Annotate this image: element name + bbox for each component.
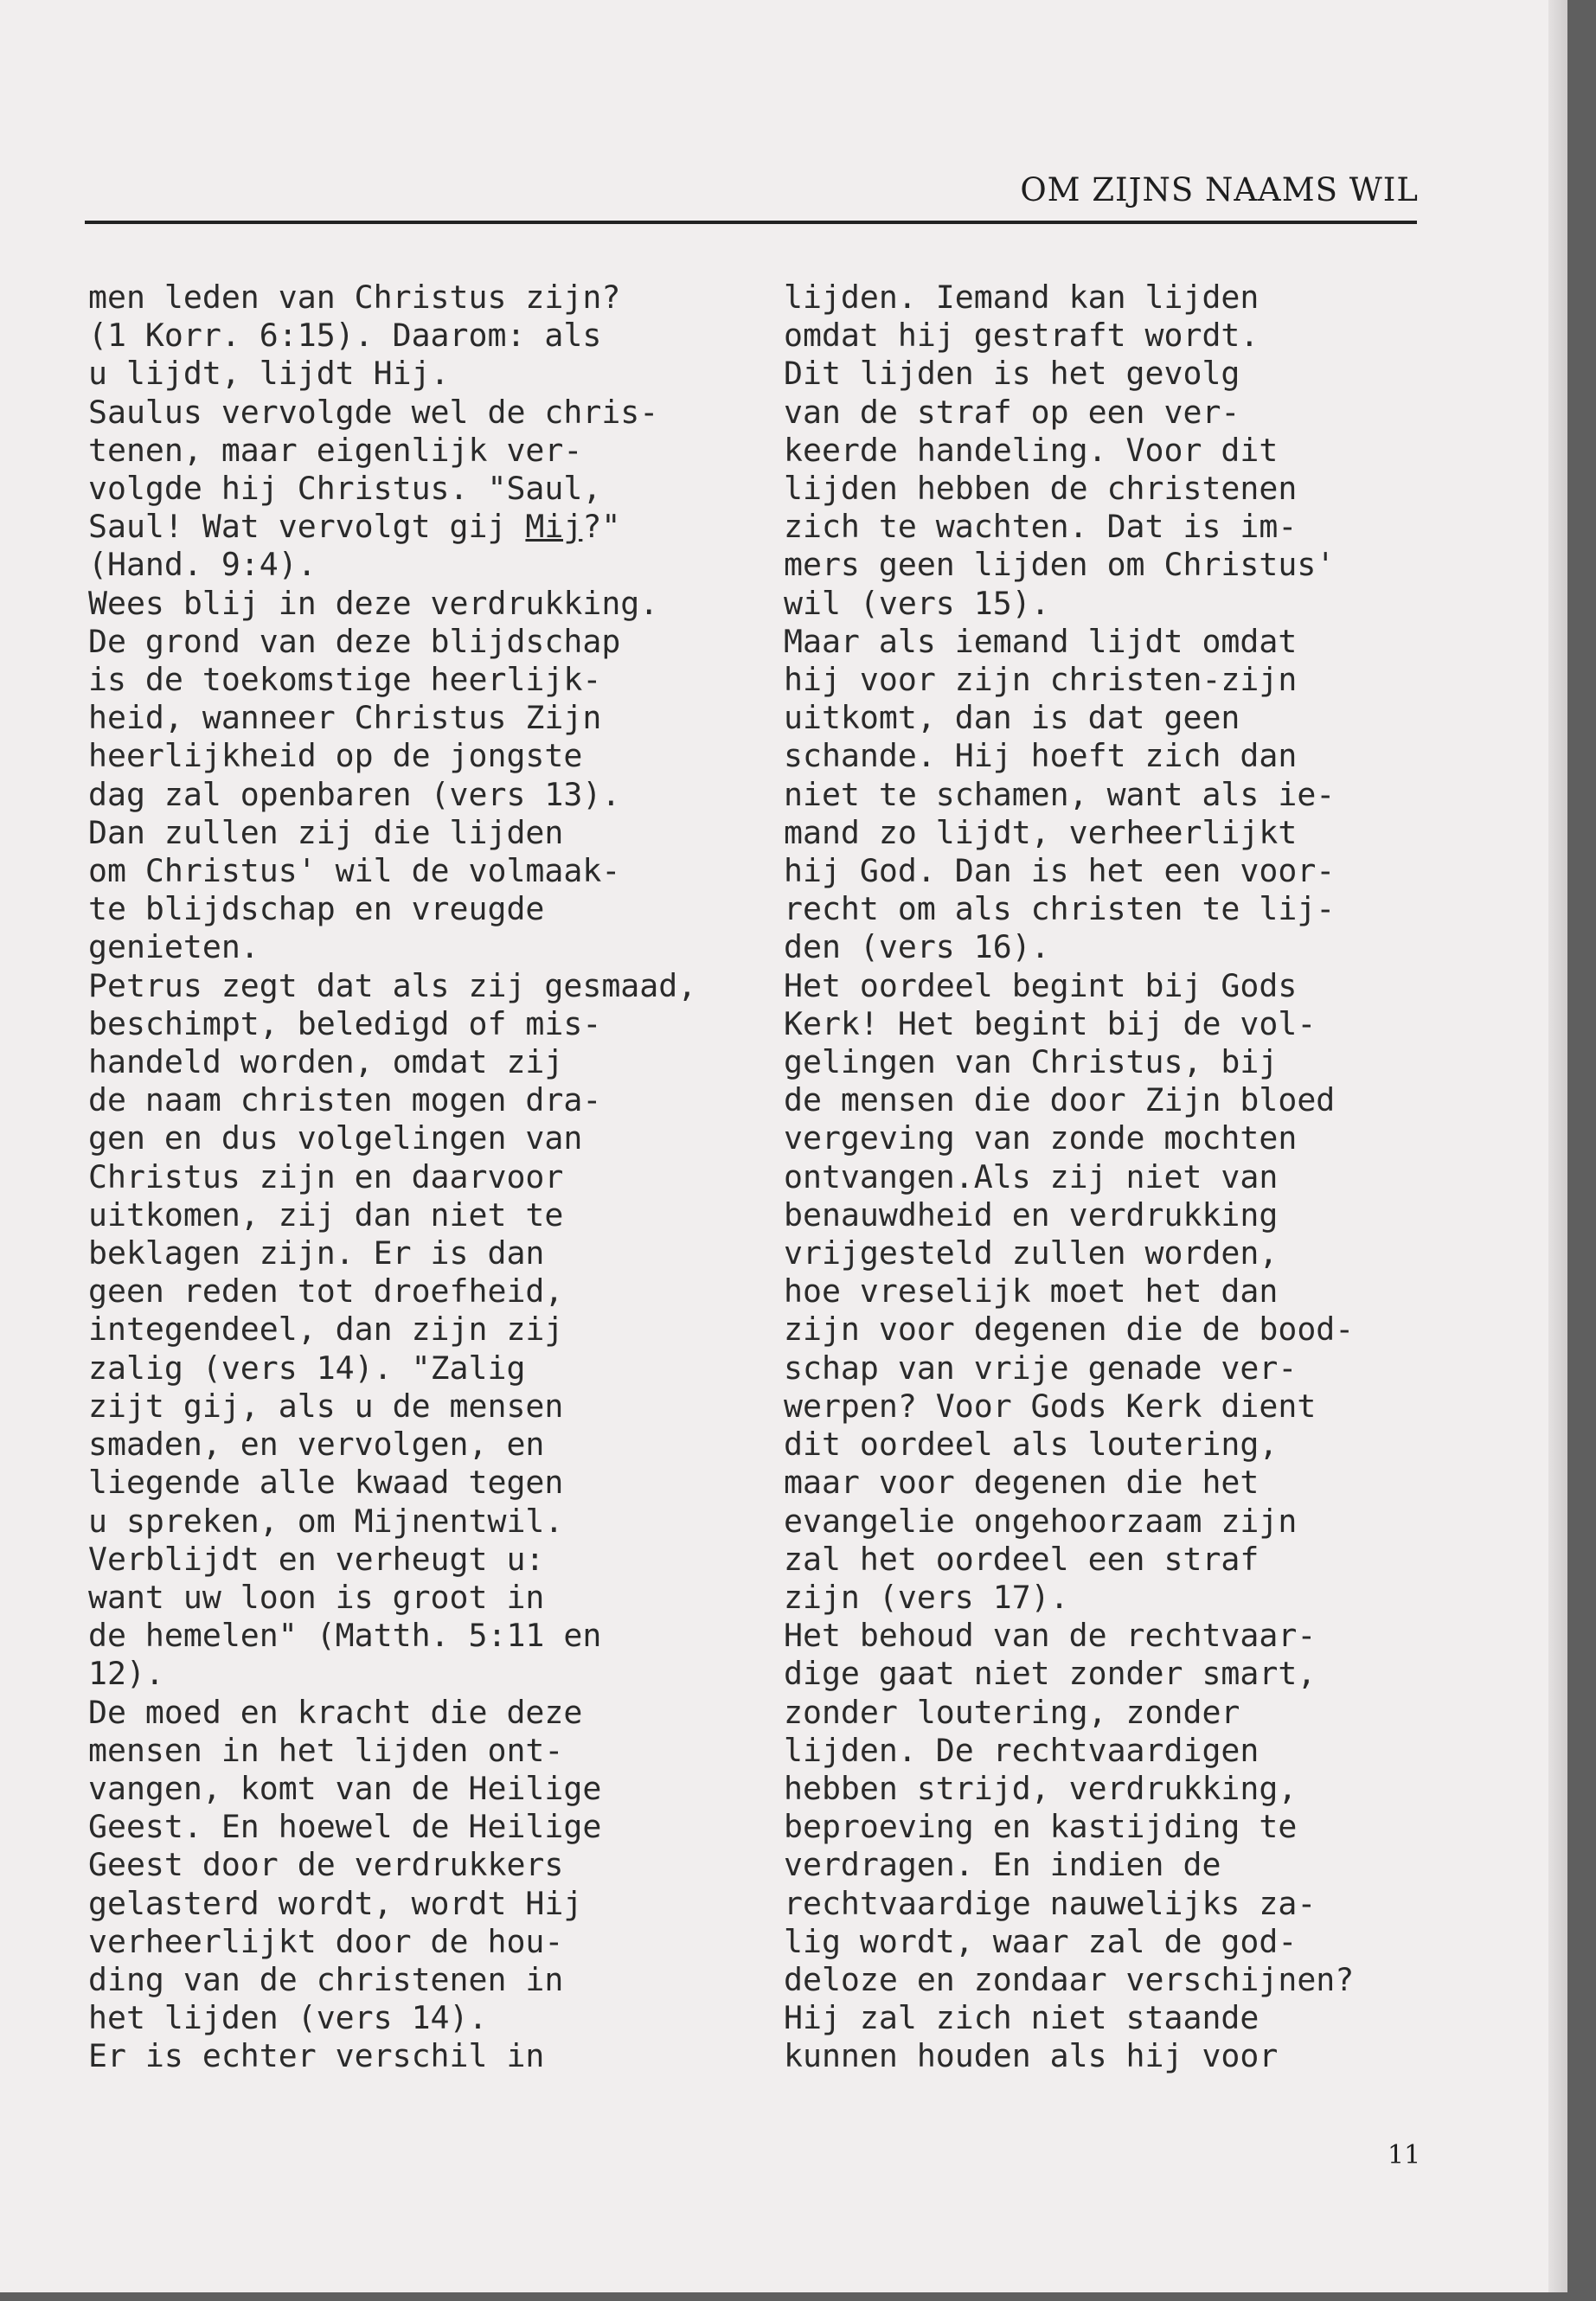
text-line: gelingen van Christus, bij	[784, 1043, 1279, 1081]
text-line: de hemelen" (Matth. 5:11 en	[88, 1617, 602, 1655]
text-line: want uw loon is groot in	[88, 1578, 545, 1616]
text-line: zich te wachten. Dat is im-	[784, 508, 1298, 546]
text-line: zal het oordeel een straf	[784, 1540, 1259, 1578]
quote-end: ?"	[582, 508, 621, 546]
text-line: om Christus' wil de volmaak-	[88, 852, 621, 890]
page-edge-shadow	[1548, 0, 1567, 2292]
text-line: handeld worden, omdat zij	[88, 1043, 564, 1081]
text-line: den (vers 16).	[784, 928, 1050, 966]
text-line: benauwdheid en verdrukking	[784, 1195, 1279, 1234]
text-line: lijden. De rechtvaardigen	[784, 1731, 1259, 1769]
text-line: heerlijkheid op de jongste	[88, 737, 583, 775]
text-line: Wees blij in deze verdrukking.	[88, 584, 659, 622]
text-line: Het behoud van de rechtvaar-	[784, 1617, 1317, 1655]
text-line: genieten.	[88, 928, 260, 966]
text-line: lig wordt, waar zal de god-	[784, 1922, 1298, 1960]
text-line: Geest door de verdrukkers	[88, 1846, 564, 1884]
text-line: de mensen die door Zijn bloed	[784, 1081, 1336, 1119]
text-line: recht om als christen te lij-	[784, 890, 1336, 928]
text-line: lijden. Iemand kan lijden	[784, 279, 1259, 316]
running-title: OM ZIJNS NAAMS WIL	[1020, 171, 1419, 208]
text-line: smaden, en vervolgen, en	[88, 1426, 545, 1464]
text-line: Er is echter verschil in	[88, 2037, 545, 2075]
text-line: omdat hij gestraft wordt.	[784, 317, 1259, 355]
text-line: geen reden tot droefheid,	[88, 1272, 564, 1311]
text-line	[88, 508, 746, 546]
text-line: lijden hebben de christenen	[784, 470, 1298, 508]
text-line: Dit lijden is het gevolg	[784, 355, 1240, 393]
text-line: hij voor zijn christen-zijn	[784, 661, 1298, 699]
text-line: mers geen lijden om Christus'	[784, 546, 1336, 584]
text-line: Geest. En hoewel de Heilige	[88, 1808, 602, 1846]
text-line: mand zo lijdt, verheerlijkt	[784, 813, 1298, 851]
text-line: dit oordeel als loutering,	[784, 1426, 1279, 1464]
text-line: De grond van deze blijdschap	[88, 622, 621, 660]
text-line: de naam christen mogen dra-	[88, 1081, 602, 1119]
text-line: Christus zijn en daarvoor	[88, 1157, 564, 1195]
text-line: te blijdschap en vreugde	[88, 890, 545, 928]
text-line: De moed en kracht die deze	[88, 1693, 583, 1731]
text-line: zijn voor degenen die de bood-	[784, 1311, 1355, 1349]
text-line: liegende alle kwaad tegen	[88, 1464, 564, 1502]
text-line: schande. Hij hoeft zich dan	[784, 737, 1298, 775]
text-line: niet te schamen, want als ie-	[784, 775, 1336, 813]
text-line: Hij zal zich niet staande	[784, 1999, 1259, 2037]
text-line: rechtvaardige nauwelijks za-	[784, 1884, 1317, 1922]
text-line: Verblijdt en verheugt u:	[88, 1540, 545, 1578]
text-line: verheerlijkt door de hou-	[88, 1922, 564, 1960]
text-line: volgde hij Christus. "Saul,	[88, 470, 602, 508]
text-line: (1 Korr. 6:15). Daarom: als	[88, 317, 602, 355]
text-line: keerde handeling. Voor dit	[784, 431, 1279, 469]
text-line: u spreken, om Mijnentwil.	[88, 1502, 564, 1540]
text-line: wil (vers 15).	[784, 584, 1050, 622]
text-line: zonder loutering, zonder	[784, 1693, 1240, 1731]
text-line: beschimpt, beledigd of mis-	[88, 1004, 602, 1042]
text-line: beklagen zijn. Er is dan	[88, 1234, 545, 1272]
text-line-main: Saul! Wat vervolgt gij	[88, 508, 526, 546]
text-line: Dan zullen zij die lijden	[88, 813, 564, 851]
text-line: 12).	[88, 1655, 164, 1693]
text-line: vrijgesteld zullen worden,	[784, 1234, 1279, 1272]
right-column	[784, 279, 1441, 2076]
text-line: mensen in het lijden ont-	[88, 1731, 564, 1769]
text-line: hebben strijd, verdrukking,	[784, 1769, 1298, 1807]
text-line: Het oordeel begint bij Gods	[784, 966, 1298, 1004]
text-line: gen en dus volgelingen van	[88, 1119, 583, 1157]
text-line: ontvangen.Als zij niet van	[784, 1157, 1279, 1195]
text-line: werpen? Voor Gods Kerk dient	[784, 1387, 1317, 1425]
text-line: (Hand. 9:4).	[88, 546, 317, 584]
text-line: zijt gij, als u de mensen	[88, 1387, 564, 1425]
text-line: het lijden (vers 14).	[88, 1999, 488, 2037]
text-line: integendeel, dan zijn zij	[88, 1311, 564, 1349]
text-line: deloze en zondaar verschijnen?	[784, 1960, 1355, 1998]
text-line: zalig (vers 14). "Zalig	[88, 1349, 526, 1387]
text-line: men leden van Christus zijn?	[88, 279, 621, 316]
text-line: ding van de christenen in	[88, 1960, 564, 1998]
text-line: van de straf op een ver-	[784, 393, 1240, 431]
text-line: beproeving en kastijding te	[784, 1808, 1298, 1846]
text-line: Saulus vervolgde wel de chris-	[88, 393, 659, 431]
text-line: uitkomen, zij dan niet te	[88, 1195, 564, 1234]
text-line: dige gaat niet zonder smart,	[784, 1655, 1317, 1693]
text-line: kunnen houden als hij voor	[784, 2037, 1279, 2075]
text-line: vangen, komt van de Heilige	[88, 1769, 602, 1807]
text-line: vergeving van zonde mochten	[784, 1119, 1298, 1157]
text-line: uitkomt, dan is dat geen	[784, 699, 1240, 737]
text-line: hoe vreselijk moet het dan	[784, 1272, 1279, 1311]
text-line: is de toekomstige heerlijk-	[88, 661, 602, 699]
header-rule	[85, 221, 1417, 224]
text-line: Maar als iemand lijdt omdat	[784, 622, 1298, 660]
text-line: evangelie ongehoorzaam zijn	[784, 1502, 1298, 1540]
text-line: gelasterd wordt, wordt Hij	[88, 1884, 583, 1922]
text-line: dag zal openbaren (vers 13).	[88, 775, 621, 813]
text-line: maar voor degenen die het	[784, 1464, 1259, 1502]
text-line: zijn (vers 17).	[784, 1578, 1069, 1616]
left-column	[88, 279, 746, 2076]
text-line: Kerk! Het begint bij de vol-	[784, 1004, 1317, 1042]
text-line: hij God. Dan is het een voor-	[784, 852, 1336, 890]
underlined-word: Mij	[525, 508, 583, 546]
text-line: schap van vrije genade ver-	[784, 1349, 1298, 1387]
text-line: u lijdt, lijdt Hij.	[88, 355, 450, 393]
text-line: tenen, maar eigenlijk ver-	[88, 431, 583, 469]
text-line: heid, wanneer Christus Zijn	[88, 699, 602, 737]
page-number: 11	[1388, 2140, 1421, 2170]
text-line: verdragen. En indien de	[784, 1846, 1221, 1884]
text-line: Petrus zegt dat als zij gesmaad,	[88, 966, 697, 1004]
